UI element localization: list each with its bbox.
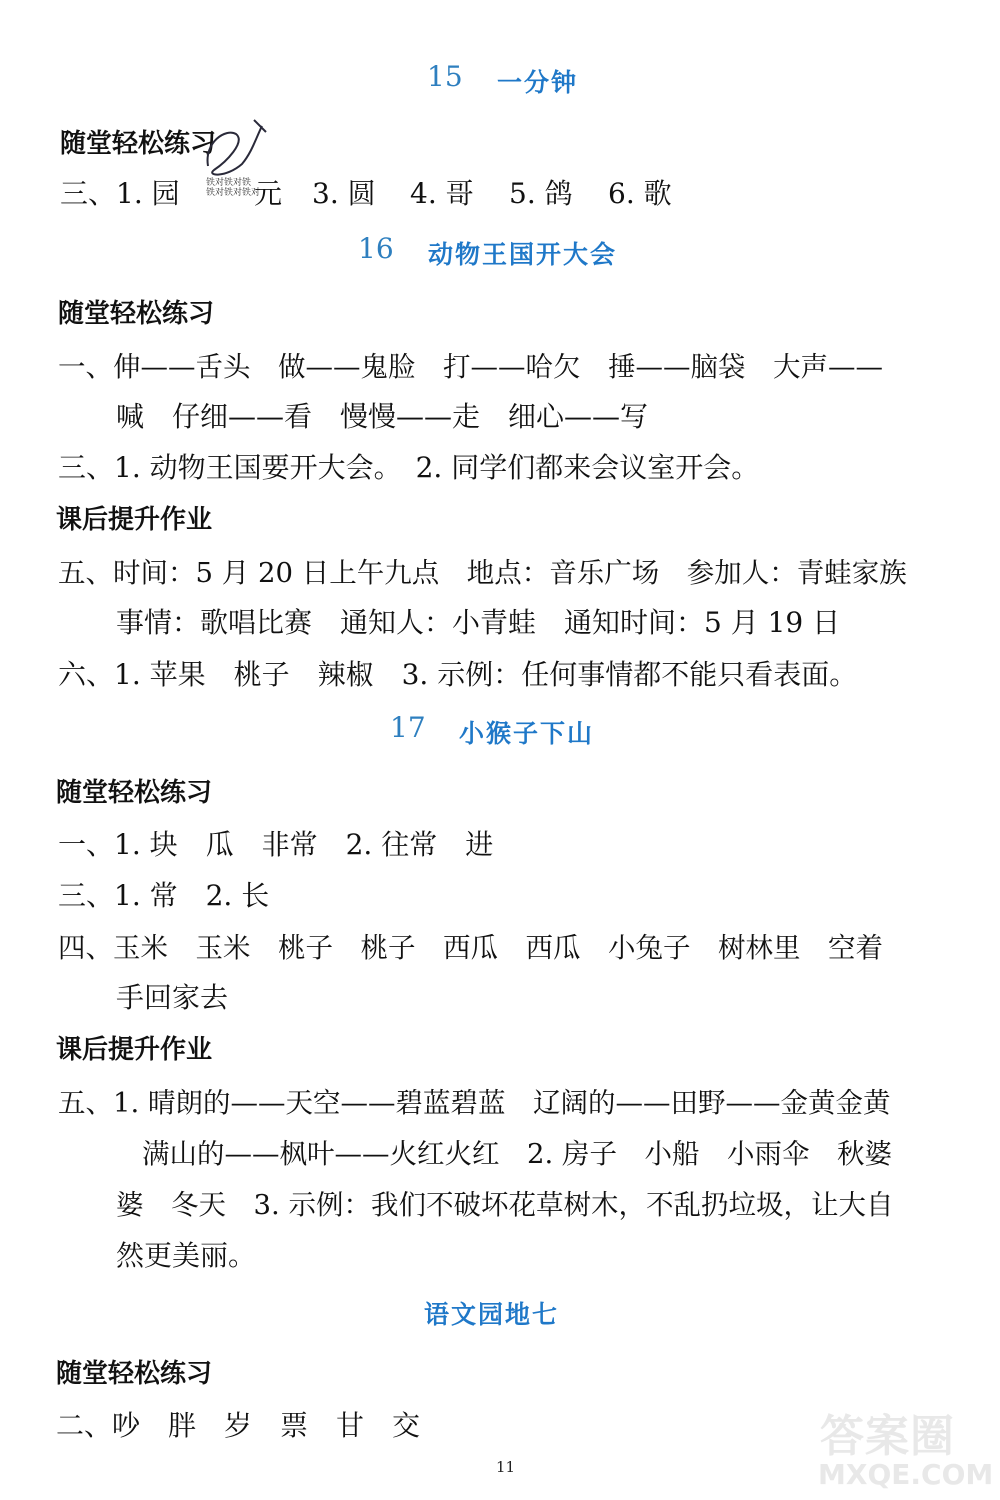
section-heading: 随堂轻松练习 [58, 299, 215, 329]
lesson-number: 17 [390, 711, 426, 744]
section-heading: 随堂轻松练习 [56, 778, 213, 808]
answer-line: 五、时间：5 月 20 日上午九点 地点：音乐广场 参加人：青蛙家族 [58, 557, 907, 589]
answer-line: 手回家去 [116, 981, 229, 1014]
answer-line: 三、1. 园 [60, 177, 180, 210]
section-heading: 课后提升作业 [56, 1035, 213, 1065]
answer-line: 喊 仔细——看 慢慢——走 细心——写 [116, 400, 649, 433]
answer-item: 元 [254, 177, 283, 210]
section-heading: 课后提升作业 [56, 505, 213, 535]
answer-line: 三、1. 常 2. 长 [58, 879, 270, 912]
page-number: 11 [496, 1458, 516, 1476]
answer-line: 五、1. 晴朗的——天空——碧蓝碧蓝 辽阔的——田野——金黄金黄 [58, 1087, 891, 1119]
lesson-title: 小猴子下山 [459, 719, 595, 748]
lesson-title: 动物王国开大会 [428, 240, 618, 269]
lesson-number: 15 [427, 60, 463, 93]
lesson-title: 一分钟 [497, 68, 579, 97]
answer-line: 一、1. 块 瓜 非常 2. 往常 进 [58, 828, 494, 861]
answer-line: 一、伸——舌头 做——鬼脸 打——哈欠 捶——脑袋 大声—— [58, 351, 883, 383]
answer-line: 三、1. 动物王国要开大会。 2. 同学们都来会议室开会。 [58, 451, 760, 484]
answer-line: 四、玉米 玉米 桃子 桃子 西瓜 西瓜 小兔子 树林里 空着 [58, 932, 883, 964]
answer-line: 二、吵 胖 岁 票 甘 交 [56, 1409, 421, 1442]
answer-item: 5. 鸽 [509, 177, 573, 210]
answer-item: 6. 歌 [608, 177, 672, 210]
stamp-text: 铁对铁对铁 铁对铁对铁对 [206, 178, 261, 198]
answer-line: 事情：歌唱比赛 通知人：小青蛙 通知时间：5 月 19 日 [116, 606, 841, 639]
answer-line: 满山的——枫叶——火红火红 2. 房子 小船 小雨伞 秋婆 [142, 1138, 892, 1170]
section-title: 语文园地七 [424, 1300, 560, 1329]
answer-line: 婆 冬天 3. 示例：我们不破坏花草树木，不乱扔垃圾，让大自 [116, 1189, 894, 1221]
watermark-url: MXQE.COM [818, 1458, 994, 1491]
lesson-number: 16 [358, 232, 394, 265]
answer-item: 4. 哥 [410, 177, 474, 210]
section-heading: 随堂轻松练习 [60, 129, 217, 159]
answer-line: 六、1. 苹果 桃子 辣椒 3. 示例：任何事情都不能只看表面。 [58, 658, 858, 691]
section-heading: 随堂轻松练习 [56, 1359, 213, 1389]
watermark-logo: 答案圈 [820, 1411, 955, 1462]
answer-item: 3. 圆 [312, 177, 376, 210]
answer-line: 然更美丽。 [116, 1239, 257, 1272]
